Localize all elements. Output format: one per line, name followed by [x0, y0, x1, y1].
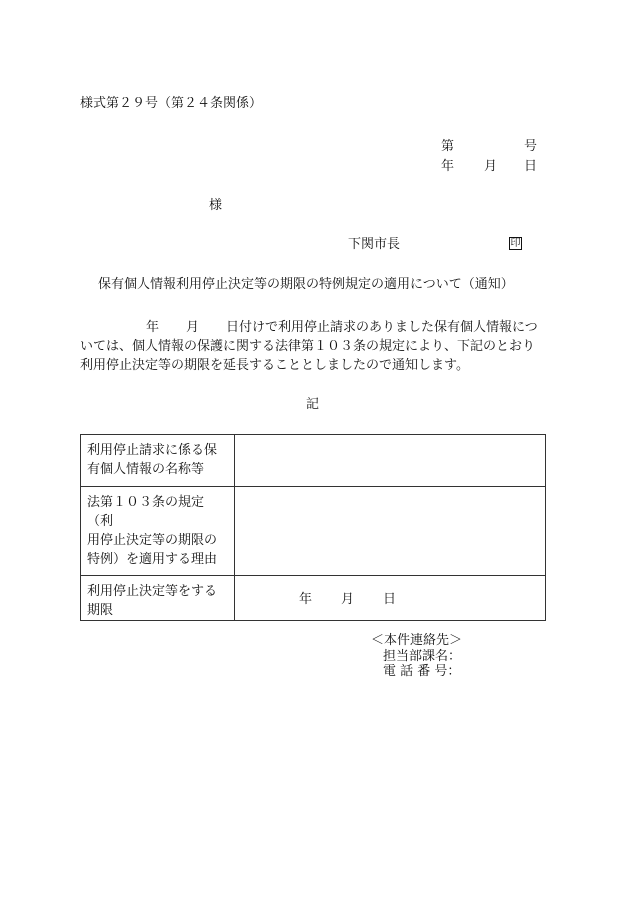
body-line-2: いては、個人情報の保護に関する法律第１０３条の規定により、下記のとおり — [80, 339, 536, 354]
addressee-honorific: 様 — [209, 198, 223, 213]
row2-label-line-b: 用停止決定等の期限の — [87, 533, 218, 548]
table-value-cell[interactable] — [235, 576, 546, 621]
notice-body — [80, 318, 550, 375]
date-month-label: 月 — [484, 159, 498, 174]
row3-label-line-b: 期限 — [87, 603, 114, 618]
deadline-date — [299, 590, 597, 609]
date-day-label: 日 — [524, 159, 538, 174]
document-number-label: 第 — [441, 139, 455, 154]
ki-heading: 記 — [306, 397, 320, 412]
seal-stamp: 印 — [510, 238, 521, 249]
contact-heading: ＜本件連絡先＞ — [371, 633, 463, 648]
body-line-1 — [80, 318, 550, 337]
contact-phone-label: 電 話 番 号： — [383, 664, 461, 679]
deadline-day-label: 日 — [383, 592, 397, 607]
table-label-cell — [81, 576, 235, 621]
row3-label-line-a: 利用停止決定等をする — [87, 584, 218, 599]
body-line-1-text: 日付けで利用停止請求のありました保有個人情報につ — [226, 320, 538, 335]
table-label-cell — [81, 487, 235, 576]
body-month-label: 月 — [186, 320, 200, 335]
contact-department-label: 担当部課名： — [383, 649, 462, 664]
table-row — [81, 487, 546, 576]
row1-label-line-a: 利用停止請求に係る保 — [87, 443, 218, 458]
table-value-cell[interactable] — [235, 487, 546, 576]
details-table — [80, 434, 546, 621]
document-number-suffix: 号 — [524, 139, 538, 154]
table-row — [81, 435, 546, 487]
date-year-label: 年 — [441, 159, 455, 174]
table-label-cell — [81, 435, 235, 487]
body-line-3: 利用停止決定等の期限を延長することとしましたので通知します。 — [80, 358, 469, 373]
row1-label-line-b: 有個人情報の名称等 — [87, 462, 205, 477]
body-year-label: 年 — [146, 320, 160, 335]
table-row — [81, 576, 546, 621]
table-value-cell[interactable] — [235, 435, 546, 487]
document-title: 保有個人情報利用停止決定等の期限の特例規定の適用について（通知） — [98, 277, 514, 292]
row2-label-line-a: 法第１０３条の規定（利 — [87, 495, 205, 529]
deadline-year-label: 年 — [299, 592, 313, 607]
form-number: 様式第２９号（第２４条関係） — [80, 96, 263, 111]
deadline-month-label: 月 — [341, 592, 355, 607]
sender-name: 下関市長 — [348, 237, 401, 252]
row2-label-line-c: 特例）を適用する理由 — [87, 552, 218, 567]
